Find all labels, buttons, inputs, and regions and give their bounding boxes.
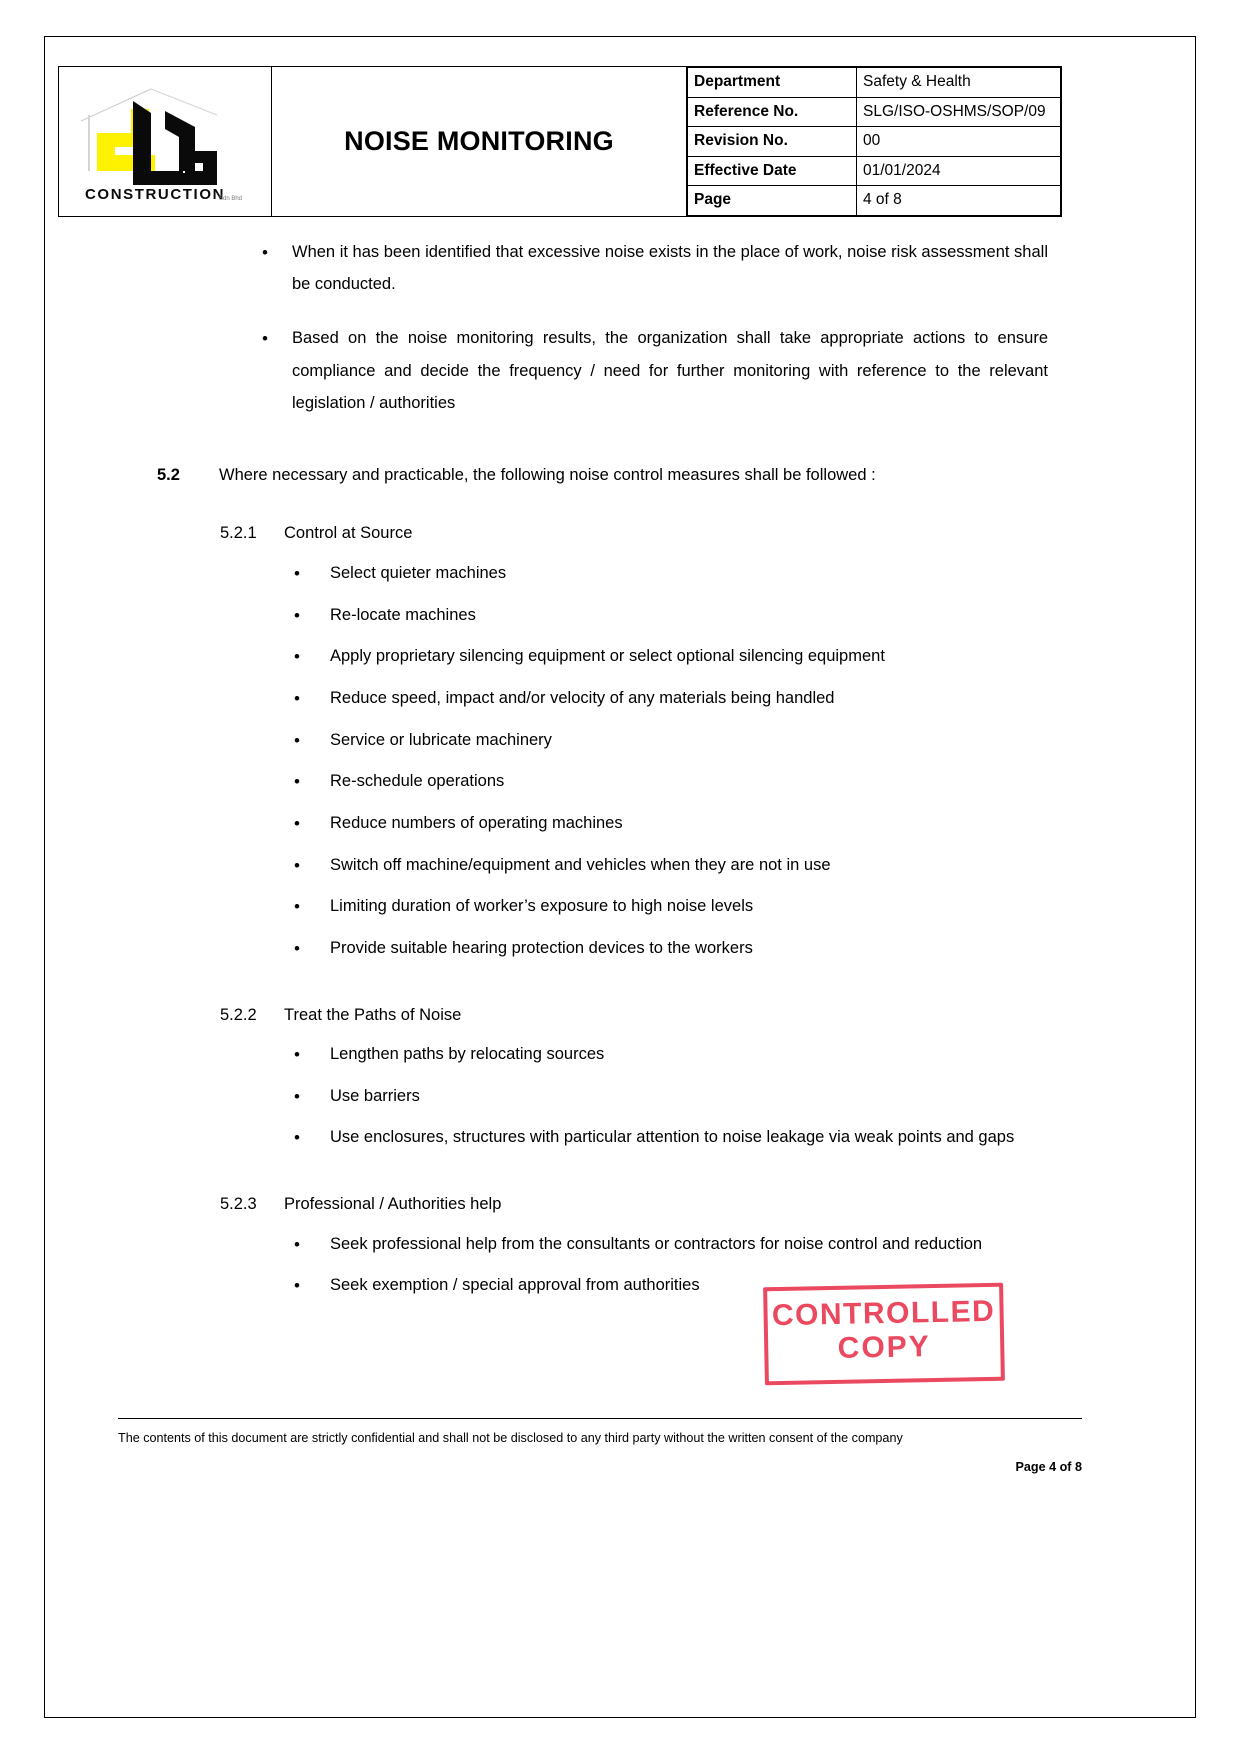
bullet-text: Apply proprietary silencing equipment or select optional silencing equipment bbox=[330, 647, 885, 666]
subsection-number: 5.2.3 bbox=[220, 1195, 257, 1214]
meta-label-effective-date: Effective Date bbox=[688, 156, 857, 186]
document-footer bbox=[118, 1418, 1082, 1474]
bullet-text: Use barriers bbox=[330, 1086, 420, 1105]
list-item bbox=[284, 683, 1048, 715]
bullet-text: Reduce speed, impact and/or velocity of any materials being handled bbox=[330, 688, 835, 707]
meta-label-reference-no: Reference No. bbox=[688, 97, 857, 127]
bullet-dot-icon: • bbox=[262, 329, 268, 349]
list-item bbox=[284, 558, 1048, 590]
subsection-title: Control at Source bbox=[284, 524, 413, 543]
meta-label-department: Department bbox=[688, 68, 857, 98]
bullet-text: Reduce numbers of operating machines bbox=[330, 813, 623, 832]
meta-value-revision-no: 00 bbox=[857, 127, 1061, 157]
meta-value-department: Safety & Health bbox=[857, 68, 1061, 98]
subsection-title: Treat the Paths of Noise bbox=[284, 1005, 462, 1024]
bullet-dot-icon: • bbox=[294, 605, 300, 625]
document-body bbox=[44, 236, 1196, 1302]
bullet-dot-icon: • bbox=[294, 772, 300, 792]
meta-row-effective-date bbox=[688, 156, 1061, 186]
bullet-dot-icon: • bbox=[294, 1045, 300, 1065]
list-item bbox=[284, 641, 1048, 673]
bullet-dot-icon: • bbox=[294, 813, 300, 833]
subsection-number: 5.2.2 bbox=[220, 1005, 257, 1024]
meta-row-page bbox=[688, 186, 1061, 216]
bullet-text: Lengthen paths by relocating sources bbox=[330, 1045, 605, 1064]
section-number: 5.2 bbox=[157, 465, 180, 484]
list-item bbox=[284, 725, 1048, 757]
meta-label-page: Page bbox=[688, 186, 857, 216]
document-title-cell bbox=[272, 67, 687, 217]
meta-value-effective-date: 01/01/2024 bbox=[857, 156, 1061, 186]
bullet-dot-icon: • bbox=[294, 1128, 300, 1148]
subsection-bullet-list bbox=[44, 1229, 1196, 1302]
bullet-dot-icon: • bbox=[294, 647, 300, 667]
bullet-dot-icon: • bbox=[262, 243, 268, 262]
meta-value-page: 4 of 8 bbox=[857, 186, 1061, 216]
bullet-text: Use enclosures, structures with particular attention to noise leakage via weak points and gaps bbox=[330, 1128, 1015, 1147]
meta-label-revision-no: Revision No. bbox=[688, 127, 857, 157]
list-item bbox=[284, 766, 1048, 798]
list-item bbox=[284, 933, 1048, 965]
bullet-text: Service or lubricate machinery bbox=[330, 730, 552, 749]
subsection-5-2-1 bbox=[44, 525, 1196, 964]
intro-bullet-list bbox=[44, 236, 1196, 419]
bullet-text: Based on the noise monitoring results, the organization shall take appropriate actions to ensure compliance and decide the frequency / need for further monitoring with reference to the relevant legislation / authorities bbox=[292, 329, 1048, 412]
subsection-title: Professional / Authorities help bbox=[284, 1195, 502, 1214]
bullet-dot-icon: • bbox=[294, 688, 300, 708]
meta-row-department bbox=[688, 68, 1061, 98]
subsection-bullet-list bbox=[44, 558, 1196, 965]
section-title: Where necessary and practicable, the following noise control measures shall be followed : bbox=[219, 465, 876, 484]
bullet-dot-icon: • bbox=[294, 563, 300, 583]
list-item bbox=[284, 808, 1048, 840]
subsection-5-2-2 bbox=[44, 1007, 1196, 1155]
bullet-dot-icon: • bbox=[294, 730, 300, 750]
stamp-line-2: COPY bbox=[837, 1329, 932, 1365]
bullet-dot-icon: • bbox=[294, 897, 300, 917]
footer-divider bbox=[118, 1418, 1082, 1419]
document-meta-cell bbox=[687, 67, 1062, 217]
bullet-text: Seek professional help from the consultants or contractors for noise control and reduction bbox=[330, 1234, 983, 1253]
svg-text:CONSTRUCTION: CONSTRUCTION bbox=[85, 185, 226, 203]
meta-value-reference-no: SLG/ISO-OSHMS/SOP/09 bbox=[857, 97, 1061, 127]
bullet-text: When it has been identified that excessive noise exists in the place of work, noise risk assessment shall be conducted. bbox=[292, 243, 1048, 294]
document-meta-table bbox=[687, 67, 1061, 216]
list-item bbox=[252, 322, 1048, 419]
bullet-text: Limiting duration of worker’s exposure to high noise levels bbox=[330, 897, 754, 916]
list-item bbox=[284, 600, 1048, 632]
bullet-text: Provide suitable hearing protection devices to the workers bbox=[330, 938, 753, 957]
bullet-dot-icon: • bbox=[294, 1234, 300, 1254]
bullet-dot-icon: • bbox=[294, 938, 300, 958]
subsection-bullet-list bbox=[44, 1039, 1196, 1154]
bullet-text: Switch off machine/equipment and vehicles when they are not in use bbox=[330, 855, 831, 874]
bullet-dot-icon: • bbox=[294, 1276, 300, 1296]
document-header-table bbox=[58, 66, 1062, 217]
list-item bbox=[284, 850, 1048, 882]
bullet-dot-icon: • bbox=[294, 1086, 300, 1106]
subsection-5-2-3 bbox=[44, 1196, 1196, 1302]
subsection-number: 5.2.1 bbox=[220, 524, 257, 543]
subsection-heading bbox=[44, 1196, 1196, 1213]
list-item bbox=[252, 236, 1048, 300]
footer-page-number: Page 4 of 8 bbox=[1015, 1460, 1082, 1475]
company-logo-cell bbox=[59, 67, 272, 217]
bullet-text: Seek exemption / special approval from authorities bbox=[330, 1276, 700, 1295]
list-item bbox=[284, 1081, 1048, 1113]
subsection-heading bbox=[44, 1007, 1196, 1024]
subsection-heading bbox=[44, 525, 1196, 542]
bullet-text: Re-locate machines bbox=[330, 605, 476, 624]
stamp-line-1: CONTROLLED bbox=[771, 1294, 996, 1333]
controlled-copy-stamp bbox=[763, 1283, 1005, 1386]
list-item bbox=[284, 891, 1048, 923]
svg-text:Sdn Bhd: Sdn Bhd bbox=[219, 195, 243, 202]
meta-row-revision-no bbox=[688, 127, 1061, 157]
bullet-text: Re-schedule operations bbox=[330, 772, 505, 791]
bullet-dot-icon: • bbox=[294, 855, 300, 875]
list-item bbox=[284, 1122, 1048, 1154]
list-item bbox=[284, 1039, 1048, 1071]
document-title: NOISE MONITORING bbox=[344, 125, 614, 156]
footer-confidentiality-notice: The contents of this document are strictly confidential and shall not be disclosed to any third party without the written consent of the company bbox=[118, 1431, 903, 1445]
bullet-text: Select quieter machines bbox=[330, 563, 507, 582]
slg-construction-logo-icon bbox=[67, 75, 263, 203]
list-item bbox=[284, 1229, 1048, 1261]
section-heading-5-2 bbox=[44, 467, 1196, 484]
meta-row-reference-no bbox=[688, 97, 1061, 127]
